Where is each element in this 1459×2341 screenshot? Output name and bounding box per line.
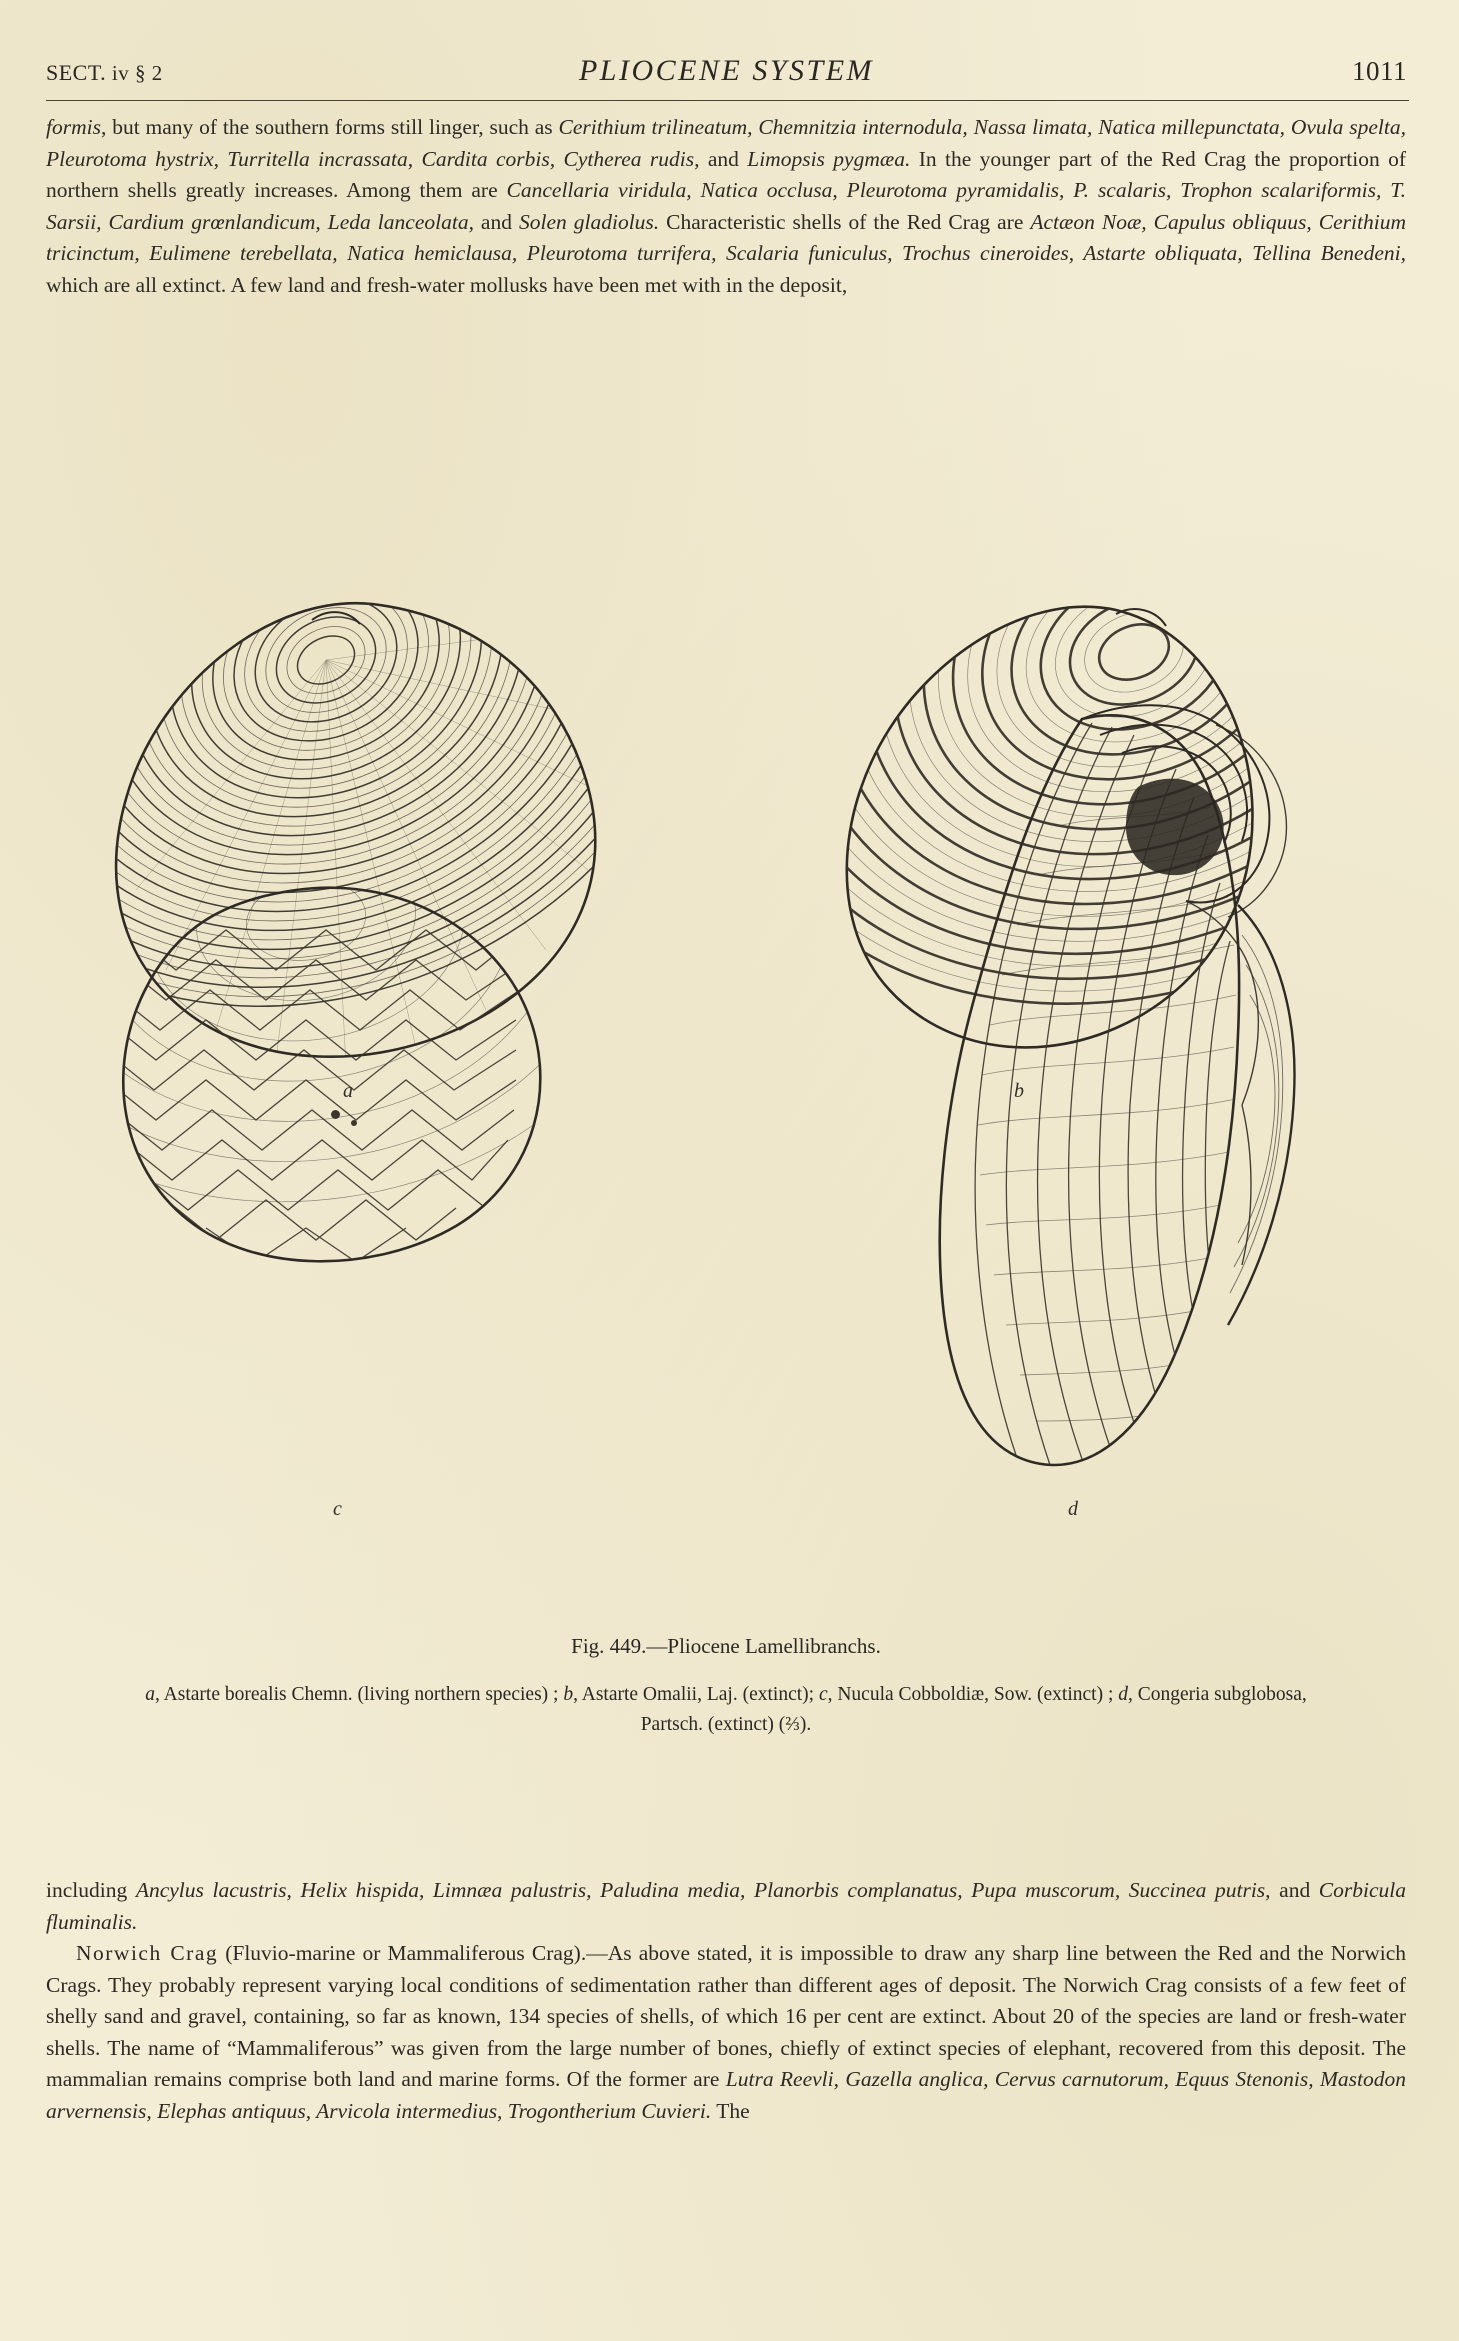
figure-caption-legend: a, Astarte borealis Chemn. (living northern species) ; b, Astarte Omalii, Laj. (extinct); c, Nucula Cobboldiæ, Sow. (extinct) ; d, Congeria subglobosa, Partsch. (extinct) (⅔).: [145, 1684, 1307, 1735]
figure-label-a: a: [343, 1080, 353, 1102]
header-rule: [46, 100, 1409, 101]
figure-label-b: b: [1014, 1080, 1024, 1102]
paragraph-3: Norwich Crag (Fluvio-marine or Mammaliferous Crag).—As above stated, it is impossible to draw any sharp line between the Red and the Norwich Crags. They probably represent varying local conditions of sedimentation rather than different ages of deposit. The Norwich Crag consists of a few feet of shelly sand and gravel, containing, so far as known, 134 species of shells, of which 16 per cent are extinct. About 20 of the species are land or fresh-water shells. The name of “Mammaliferous” was given from the large number of bones, chiefly of extinct species of elephant, recovered from this deposit. The mammalian remains comprise both land and marine forms. Of the former are Lutra Reevli, Gazella anglica, Cervus carnutorum, Equus Stenonis, Mastodon arvernensis, Elephas antiquus, Arvicola intermedius, Trogontherium Cuvieri. The: [46, 1941, 1406, 2123]
running-head: [46, 54, 1407, 94]
shell-c-nucula-cobboldiae: [96, 860, 576, 1310]
page-number: 1011: [1352, 56, 1407, 86]
body-text-bottom: [46, 1875, 1406, 2127]
paragraph-2: including Ancylus lacustris, Helix hispida, Limnæa palustris, Paludina media, Planorbis complanatus, Pupa muscorum, Succinea putris, and Corbicula fluminalis.: [46, 1878, 1406, 1934]
paragraph-1: formis, but many of the southern forms still linger, such as Cerithium trilineatum, Chemnitzia internodula, Nassa limata, Natica millepunctata, Ovula spelta, Pleurotoma hystrix, Turritella incrassata, Cardita corbis, Cytherea rudis, and Limopsis pygmæa. In the younger part of the Red Crag the proportion of northern shells greatly increases. Among them are Cancellaria viridula, Natica occlusa, Pleurotoma pyramidalis, P. scalaris, Trophon scalariformis, T. Sarsii, Cardium grœnlandicum, Leda lanceolata, and Solen gladiolus. Characteristic shells of the Red Crag are Actæon Noæ, Capulus obliquus, Cerithium tricinctum, Eulimene terebellata, Natica hemiclausa, Pleurotoma turrifera, Scalaria funiculus, Trochus cineroides, Astarte obliquata, Tellina Benedeni, which are all extinct. A few land and fresh-water mollusks have been met with in the deposit,: [46, 115, 1407, 297]
paragraph-number: 2: [151, 61, 163, 85]
body-text-top: [46, 112, 1406, 301]
section-label: SECT.: [46, 60, 107, 85]
shell-d-congeria-subglobosa: [886, 695, 1326, 1495]
paragraph-sign: §: [135, 61, 146, 85]
section-number: iv: [111, 61, 130, 85]
figure-label-c: c: [333, 1498, 342, 1520]
figure-449: [46, 590, 1406, 1710]
figure-caption-title: Fig. 449.—Pliocene Lamellibranchs.: [571, 1634, 881, 1658]
running-title: PLIOCENE SYSTEM: [578, 54, 875, 87]
figure-label-d: d: [1068, 1498, 1078, 1520]
